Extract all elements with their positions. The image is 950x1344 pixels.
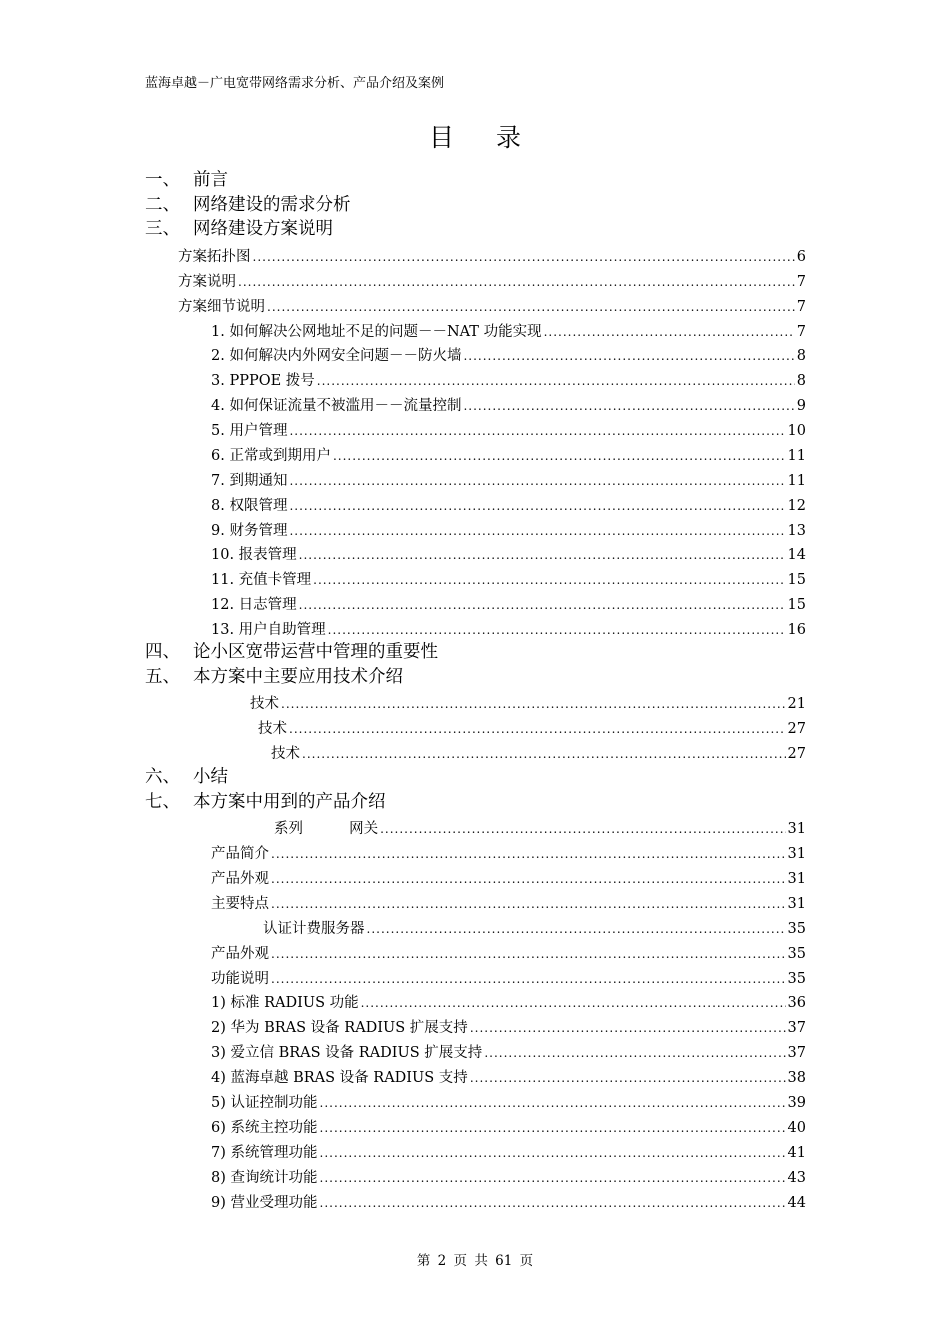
toc-section[interactable] — [145, 763, 228, 788]
section-number: 二、 — [145, 195, 180, 215]
entry-page: 27 — [787, 746, 806, 762]
entry-text: 2) 华为 BRAS 设备 RADIUS 扩展支持 — [211, 1020, 468, 1036]
section-label: 论小区宽带运营中管理的重要性 — [193, 642, 438, 662]
entry-text: 方案细节说明 — [178, 299, 265, 315]
toc-entry[interactable] — [211, 320, 806, 341]
section-number: 五、 — [145, 667, 180, 687]
entry-page: 8 — [796, 348, 806, 364]
toc-section[interactable] — [145, 166, 228, 191]
entry-text: 方案拓扑图 — [178, 249, 251, 265]
entry-page: 43 — [787, 1170, 806, 1186]
dot-leader — [367, 921, 786, 937]
entry-text: 技术 — [258, 721, 287, 737]
entry-text: 1. 如何解决公网地址不足的问题－－NAT 功能实现 — [211, 324, 542, 340]
section-label: 本方案中用到的产品介绍 — [193, 792, 386, 812]
toc-entry[interactable] — [258, 717, 806, 738]
dot-leader — [281, 696, 786, 712]
entry-page: 31 — [787, 846, 806, 862]
entry-text: 产品外观 — [211, 871, 269, 887]
toc-entry[interactable] — [211, 1041, 806, 1062]
dot-leader — [299, 547, 786, 563]
toc-entry[interactable] — [263, 917, 806, 938]
dot-leader — [320, 1120, 786, 1136]
entry-page: 15 — [787, 572, 806, 588]
entry-text: 4) 蓝海卓越 BRAS 设备 RADIUS 支持 — [211, 1070, 468, 1086]
entry-text: 4. 如何保证流量不被滥用－－流量控制 — [211, 398, 462, 414]
toc-entry[interactable] — [211, 344, 806, 365]
toc-entry[interactable] — [211, 469, 806, 490]
toc-section[interactable] — [145, 788, 386, 813]
dot-leader — [380, 821, 785, 837]
toc-entry[interactable] — [211, 519, 806, 540]
entry-page: 7 — [796, 299, 806, 315]
entry-page: 13 — [787, 523, 806, 539]
toc-section[interactable] — [145, 638, 438, 663]
dot-leader — [289, 721, 786, 737]
dot-leader — [463, 398, 794, 414]
entry-page: 35 — [787, 921, 806, 937]
entry-text: 主要特点 — [211, 896, 269, 912]
entry-page: 12 — [787, 498, 806, 514]
dot-leader — [302, 746, 786, 762]
entry-page: 44 — [787, 1195, 806, 1211]
entry-page: 39 — [787, 1095, 806, 1111]
entry-text: 6. 正常或到期用户 — [211, 448, 331, 464]
toc-entry[interactable] — [211, 967, 806, 988]
entry-text: 7. 到期通知 — [211, 473, 288, 489]
entry-text: 功能说明 — [211, 971, 269, 987]
dot-leader — [271, 946, 786, 962]
entry-page: 14 — [787, 547, 806, 563]
section-number: 三、 — [145, 219, 180, 239]
entry-page: 41 — [787, 1145, 806, 1161]
toc-entry[interactable] — [211, 842, 806, 863]
entry-page: 16 — [787, 622, 806, 638]
entry-text: 13. 用户自助管理 — [211, 622, 326, 638]
dot-leader — [328, 622, 786, 638]
entry-text: 1) 标准 RADIUS 功能 — [211, 995, 359, 1011]
dot-leader — [253, 249, 795, 265]
entry-text: 8) 查询统计功能 — [211, 1170, 318, 1186]
entry-text: 产品外观 — [211, 946, 269, 962]
toc-entry[interactable] — [274, 817, 806, 838]
toc-entry[interactable] — [211, 618, 806, 639]
entry-text: 10. 报表管理 — [211, 547, 297, 563]
toc-entry[interactable] — [271, 742, 806, 763]
toc-entry[interactable] — [211, 444, 806, 465]
entry-text: 8. 权限管理 — [211, 498, 288, 514]
dot-leader — [267, 299, 795, 315]
entry-text: 9. 财务管理 — [211, 523, 288, 539]
toc-entry[interactable] — [211, 892, 806, 913]
entry-page: 27 — [787, 721, 806, 737]
section-label: 小结 — [193, 767, 228, 787]
toc-section[interactable] — [145, 215, 333, 240]
dot-leader — [463, 348, 794, 364]
entry-text: 7) 系统管理功能 — [211, 1145, 318, 1161]
toc-entry[interactable] — [178, 245, 806, 266]
toc-entry[interactable] — [178, 270, 806, 291]
entry-page: 11 — [787, 448, 806, 464]
entry-text: 2. 如何解决内外网安全问题－－防火墙 — [211, 348, 462, 364]
dot-leader — [320, 1095, 786, 1111]
entry-text: 3) 爱立信 BRAS 设备 RADIUS 扩展支持 — [211, 1045, 483, 1061]
dot-leader — [271, 896, 786, 912]
toc-section[interactable] — [145, 663, 403, 688]
entry-text: 产品简介 — [211, 846, 269, 862]
dot-leader — [271, 971, 786, 987]
dot-leader — [289, 523, 785, 539]
dot-leader — [320, 1195, 786, 1211]
entry-page: 37 — [787, 1045, 806, 1061]
toc-entry[interactable] — [211, 593, 806, 614]
toc-entry[interactable] — [211, 543, 806, 564]
dot-leader — [320, 1170, 786, 1186]
running-header: 蓝海卓越－广电宽带网络需求分析、产品介绍及案例 — [145, 76, 445, 91]
toc-entry[interactable] — [211, 1191, 806, 1212]
section-number: 四、 — [145, 642, 180, 662]
dot-leader — [317, 373, 795, 389]
entry-text: 11. 充值卡管理 — [211, 572, 312, 588]
dot-leader — [544, 324, 795, 340]
entry-text: 技术 — [271, 746, 300, 762]
entry-page: 35 — [787, 971, 806, 987]
dot-leader — [238, 274, 795, 290]
toc-entry[interactable] — [211, 942, 806, 963]
toc-entry[interactable] — [211, 394, 806, 415]
entry-page: 10 — [787, 423, 806, 439]
section-number: 一、 — [145, 170, 180, 190]
entry-text: 5) 认证控制功能 — [211, 1095, 318, 1111]
dot-leader — [333, 448, 786, 464]
toc-entry[interactable] — [211, 867, 806, 888]
entry-page: 8 — [796, 373, 806, 389]
page-title: 目录 — [428, 123, 563, 152]
toc-entry[interactable] — [211, 568, 806, 589]
toc-entry[interactable] — [211, 1116, 806, 1137]
entry-page: 38 — [787, 1070, 806, 1086]
toc-entry[interactable] — [211, 1166, 806, 1187]
toc-entry[interactable] — [211, 419, 806, 440]
dot-leader — [289, 473, 785, 489]
toc-entry[interactable] — [178, 295, 806, 316]
section-label: 本方案中主要应用技术介绍 — [193, 667, 403, 687]
entry-text: 12. 日志管理 — [211, 597, 297, 613]
dot-leader — [470, 1020, 786, 1036]
entry-page: 31 — [787, 821, 806, 837]
dot-leader — [299, 597, 786, 613]
toc-entry[interactable] — [211, 369, 806, 390]
entry-page: 6 — [796, 249, 806, 265]
entry-page: 15 — [787, 597, 806, 613]
entry-page: 31 — [787, 871, 806, 887]
entry-text: 9) 营业受理功能 — [211, 1195, 318, 1211]
entry-page: 7 — [796, 324, 806, 340]
entry-page: 31 — [787, 896, 806, 912]
section-label: 网络建设的需求分析 — [193, 195, 351, 215]
entry-text: 系列 网关 — [274, 821, 379, 837]
dot-leader — [361, 995, 786, 1011]
toc-entry[interactable] — [211, 1091, 806, 1112]
toc-entry[interactable] — [211, 1016, 806, 1037]
entry-page: 36 — [787, 995, 806, 1011]
entry-text: 认证计费服务器 — [263, 921, 365, 937]
dot-leader — [289, 423, 785, 439]
section-number: 七、 — [145, 792, 180, 812]
toc-entry[interactable] — [211, 494, 806, 515]
dot-leader — [313, 572, 785, 588]
entry-text: 技术 — [250, 696, 279, 712]
entry-page: 40 — [787, 1120, 806, 1136]
dot-leader — [470, 1070, 786, 1086]
toc-entry[interactable] — [211, 1141, 806, 1162]
entry-page: 35 — [787, 946, 806, 962]
page-footer: 第 2 页 共 61 页 — [416, 1253, 534, 1269]
dot-leader — [271, 846, 786, 862]
toc-section[interactable] — [145, 191, 351, 216]
entry-page: 21 — [787, 696, 806, 712]
section-label: 网络建设方案说明 — [193, 219, 333, 239]
dot-leader — [320, 1145, 786, 1161]
section-label: 前言 — [193, 170, 228, 190]
toc-entry[interactable] — [250, 692, 806, 713]
entry-page: 37 — [787, 1020, 806, 1036]
entry-text: 6) 系统主控功能 — [211, 1120, 318, 1136]
toc-entry[interactable] — [211, 1066, 806, 1087]
dot-leader — [271, 871, 786, 887]
entry-page: 11 — [787, 473, 806, 489]
toc-entry[interactable] — [211, 991, 806, 1012]
entry-text: 方案说明 — [178, 274, 236, 290]
dot-leader — [484, 1045, 785, 1061]
section-number: 六、 — [145, 767, 180, 787]
entry-page: 9 — [796, 398, 806, 414]
entry-text: 3. PPPOE 拨号 — [211, 373, 315, 389]
dot-leader — [289, 498, 785, 514]
entry-text: 5. 用户管理 — [211, 423, 288, 439]
entry-page: 7 — [796, 274, 806, 290]
